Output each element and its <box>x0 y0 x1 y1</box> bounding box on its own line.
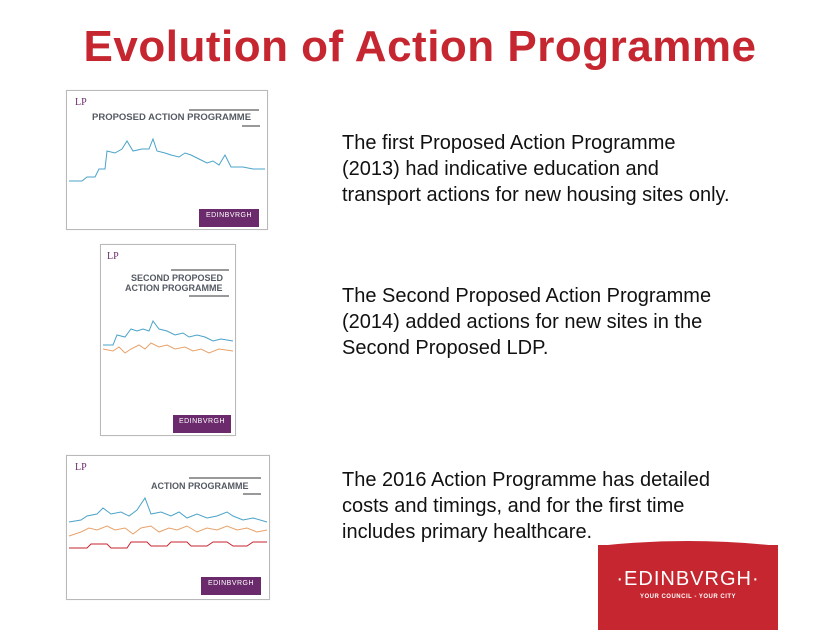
document-thumbnail-action-programme <box>66 455 270 600</box>
description-line: costs and timings, and for the first time <box>342 495 685 517</box>
document-header-strip <box>189 477 261 479</box>
svg-text:LP: LP <box>75 97 87 108</box>
document-heading-line: ACTION PROGRAMME <box>125 283 223 293</box>
document-heading-line: PROPOSED ACTION PROGRAMME <box>92 112 252 123</box>
document-date-strip <box>189 295 229 297</box>
description-line: The 2016 Action Programme has detailed <box>342 469 710 491</box>
document-header-strip <box>171 269 229 271</box>
document-header-strip <box>189 109 259 111</box>
edinburgh-badge-label: EDINBVRGH <box>207 580 255 587</box>
ldp-logo-icon <box>107 249 123 263</box>
description-line: (2013) had indicative education and <box>342 158 659 180</box>
edinburgh-badge <box>173 415 231 433</box>
description-line: (2014) added actions for new sites in the <box>342 311 703 333</box>
logo-curved-top <box>598 536 778 546</box>
slide-title: Evolution of Action Programme <box>83 22 757 71</box>
edinburgh-council-logo <box>598 545 778 630</box>
description-line: includes primary healthcare. <box>342 521 593 543</box>
document-thumbnail-proposed <box>66 90 268 230</box>
brand-name: ·EDINBVRGH· <box>616 568 760 590</box>
description-line: The first Proposed Action Programme <box>342 132 676 154</box>
edinburgh-badge <box>201 577 261 595</box>
ldp-logo-icon <box>75 95 91 109</box>
edinburgh-badge-label: EDINBVRGH <box>205 212 253 219</box>
description-line: transport actions for new housing sites only. <box>342 184 730 206</box>
document-heading-line: SECOND PROPOSED <box>131 273 224 283</box>
description-first-proposed <box>342 130 730 208</box>
document-date-strip <box>242 125 260 127</box>
document-thumbnail-second-proposed <box>100 244 236 436</box>
document-heading-line: ACTION PROGRAMME <box>151 481 249 491</box>
edinburgh-badge-label: EDINBVRGH <box>178 418 226 425</box>
description-second-proposed <box>342 283 711 361</box>
edinburgh-badge <box>199 209 259 227</box>
description-line: Second Proposed LDP. <box>342 337 549 359</box>
svg-text:LP: LP <box>107 251 119 262</box>
document-date-strip <box>243 493 261 495</box>
description-line: The Second Proposed Action Programme <box>342 285 712 307</box>
svg-text:LP: LP <box>75 462 87 473</box>
ldp-logo-icon <box>75 460 91 474</box>
brand-tagline: YOUR COUNCIL - YOUR CITY <box>639 594 737 600</box>
description-2016 <box>342 467 710 545</box>
